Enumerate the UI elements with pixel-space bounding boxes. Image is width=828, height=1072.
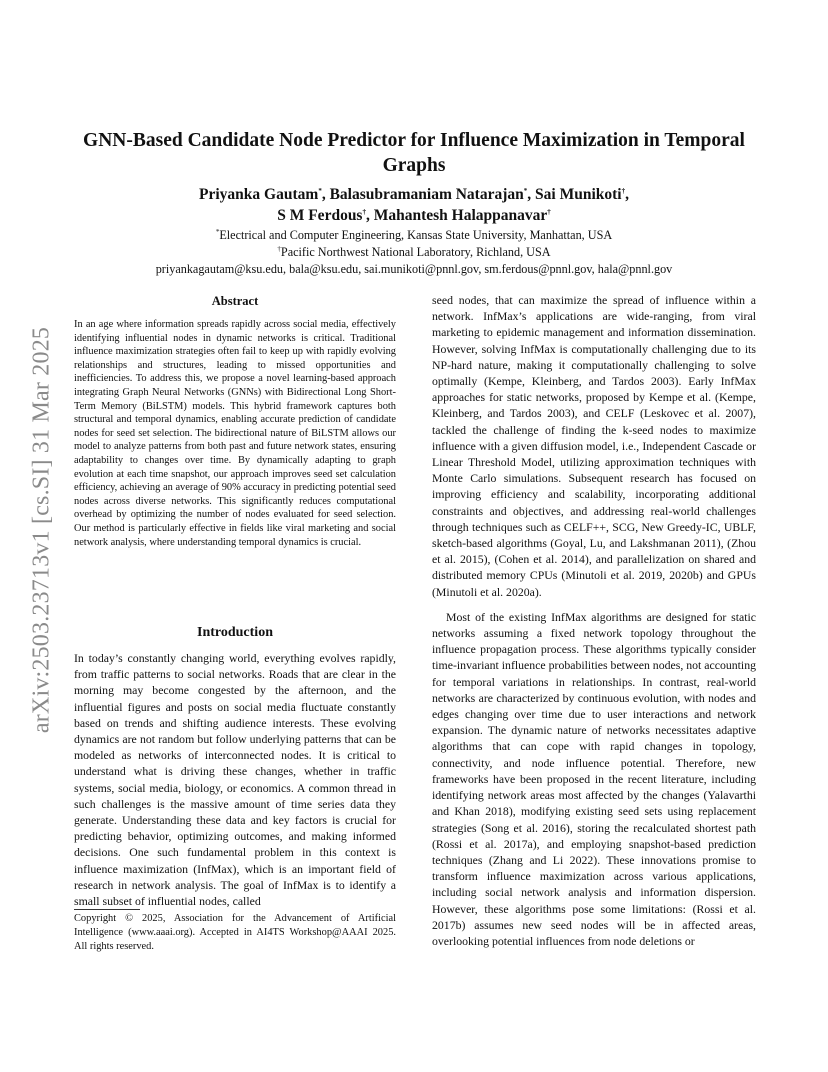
paper-title: GNN-Based Candidate Node Predictor for Influence Maximization in Temporal Graphs <box>83 130 745 176</box>
author-affil-mark: † <box>547 207 551 216</box>
author-affil-mark: † <box>362 207 366 216</box>
body-paragraph: Most of the existing InfMax algorithms are designed for static networks assuming a fixed network topology throughout the influence propagation process. These algorithms typically consider time-invariant influence probabilities between nodes, not accounting for temporal variations in relationships. In contrast, real-world networks are characterized by continuous evolution, with nodes and edges changing over time due to user interactions and network expansion. The dynamic nature of networks necessitates adaptive algorithms that can cope with rapid changes in topology, connectivity, and node influence potential. Therefore, new frameworks have been proposed in the recent literature, including identifying network areas most affected by the changes (Yalavarthi and Khan 2018), modifying existing seed sets using replacement strategies (Song et al. 2016), storing the recalculated shortest path (Rossi et al. 2017a), and employing snapshot-based prediction techniques (Zhang and Li 2022). These innovations promise to transform influence maximization across various applications, including social network analysis and information dispersion. However, these algorithms pose some limitations: (Rossi et al. 2017b) assumes new seed nodes will be in affected areas, overlooking potential influences from node deletions or <box>432 609 756 948</box>
copyright-footnote: Copyright © 2025, Association for the Advancement of Artificial Intelligence (www.aaai.org). Accepted in AI4TS Workshop@AAAI 2025. All rights reserved. <box>74 913 396 952</box>
body-paragraph: seed nodes, that can maximize the spread of influence within a network. InfMax’s applications are wide-ranging, from viral marketing to epidemic management and information dissemination. However, solving InfMax is computationally challenging due to its NP-hard nature, making it computationally challenging to solve optimally (Kempe, Kleinberg, and Tardos 2003). Early InfMax approaches for static networks, proposed by Kempe et al. (Kempe, Kleinberg, and Tardos 2003), and CELF (Leskovec et al. 2007), tackled the challenge of finding the k-seed nodes to maximize influence with a given diffusion model, i.e., Independent Cascade or Linear Threshold Model, utilizing approximation techniques with Monte Carlo simulations. Subsequent research has focused on improving efficiency and scalability, incorporating additional constraints and objectives, and addressing real-world challenges through techniques such as CELF++, SCG, New Greedy-IC, UBLF, sketch-based algorithms (Goyal, Lu, and Lakshmanan 2011), (Zhou et al. 2015), (Cohen et al. 2014), and parallelization on shared and distributed memory CPUs (Minutoli et al. 2019, 2020b) and GPUs (Minutoli et al. 2020a). <box>432 293 756 599</box>
abstract-heading: Abstract <box>211 294 259 308</box>
affiliation-line: †Pacific Northwest National Laboratory, Richland, USA <box>277 244 551 259</box>
author-emails: priyankagautam@ksu.edu, bala@ksu.edu, sai.munikoti@pnnl.gov, sm.ferdous@pnnl.gov, hala@pnnl.gov <box>155 262 673 276</box>
author-affil-mark: * <box>523 186 528 195</box>
affiliation-line: *Electrical and Computer Engineering, Kansas State University, Manhattan, USA <box>215 227 613 242</box>
author-name: S M Ferdous <box>277 207 363 224</box>
right-column <box>432 292 756 949</box>
author-name: Balasubramaniam Natarajan <box>329 186 524 203</box>
author-name: Mahantesh Halappanavar <box>373 207 548 224</box>
affiliations <box>78 227 750 278</box>
introduction-heading: Introduction <box>197 625 273 640</box>
footnote-divider <box>74 909 140 910</box>
introduction-paragraph: In today’s constantly changing world, everything evolves rapidly, from traffic patterns to social networks. Roads that are clear in the morning may become congested by the afternoon, and the influential figures and posts on social media fluctuate constantly based on trends and shifting audience interests. These evolving dynamics are not random but follow underlying patterns that can be modeled as networks of interconnected nodes. It is critical to understand what is driving these changes, whether in traffic systems, social media, biology, or economics. A common thread in such challenges is the massive amount of time series data they generate. Understanding these data and key factors is crucial for predicting behavior, optimizing outcomes, and making informed decisions. One such fundamental problem in this context is influence maximization (InfMax), which is an important field of research in network analysis. The goal of InfMax is to identify a small subset of influential nodes, called <box>74 651 396 909</box>
abstract-text: In an age where information spreads rapidly across social media, effectively identifying influential nodes in dynamic networks is critical. Traditional influence maximization strategies often fail to keep up with rapidly evolving relationships and structures, leading to missed opportunities and inefficiencies. To address this, we propose a novel learning-based approach integrating Graph Neural Networks (GNNs) with Bidirectional Long Short-Term Memory (BiLSTM) models. This hybrid framework captures both structural and temporal dynamics, enabling accurate prediction of candidate nodes for seed set selection. The bidirectional nature of BiLSTM allows our model to analyze patterns from both past and future network states, ensuring adaptability to changes over time. By dynamically adapting to graph evolution at each time snapshot, our approach improves seed set calculation efficiency, achieving an average of 90% accuracy in predicting potential seed nodes across diverse networks. This significantly reduces computational overhead by optimizing the number of nodes evaluated for seed selection. Our method is particularly effective in fields like viral marketing and social network analysis, where understanding temporal dynamics is crucial. <box>74 319 396 548</box>
author-name: Sai Munikoti <box>535 186 622 203</box>
affil-mark: * <box>215 227 220 236</box>
author-list: Priyanka Gautam*, Balasubramaniam Natarajan*, Sai Munikoti†, S M Ferdous†, Mahantesh Halappanavar† <box>199 186 629 224</box>
author-name: Priyanka Gautam <box>199 186 319 203</box>
author-affil-mark: * <box>318 186 322 195</box>
affil-mark: † <box>277 244 281 253</box>
arxiv-identifier: arXiv:2503.23713v1 [cs.SI] 31 Mar 2025 <box>28 326 55 734</box>
author-affil-mark: † <box>621 186 626 195</box>
